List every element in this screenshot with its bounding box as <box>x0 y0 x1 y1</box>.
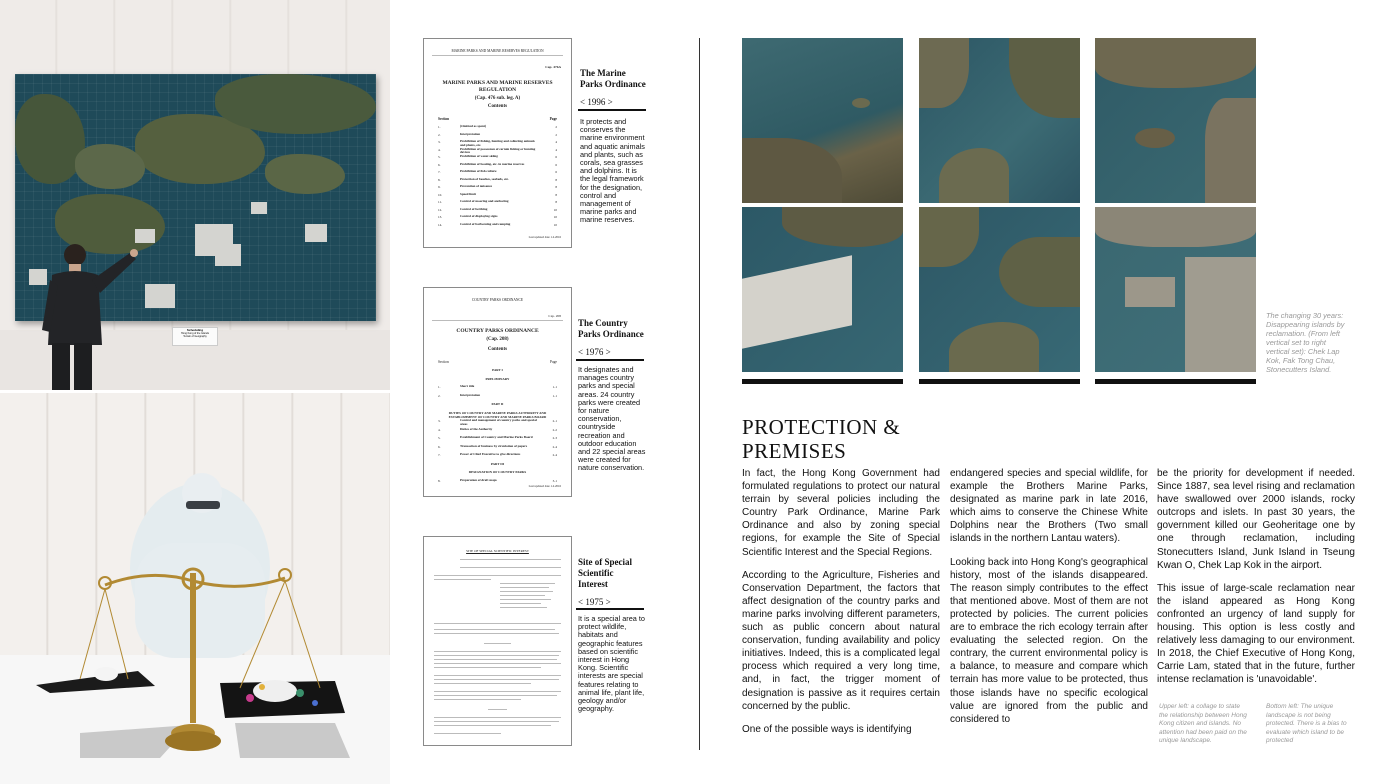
toc-number: 2. <box>438 393 441 398</box>
article-column-1 <box>742 467 940 746</box>
sssi-doc <box>423 536 572 746</box>
collage-caption-left: Upper left: a collage to state the relationship between Hong Kong citizen and islands. No attention had been paid on the unique landscape. <box>1159 703 1247 744</box>
toc-page: 8 <box>555 200 557 204</box>
toc-entry: Transaction of business by circulation of papers <box>460 443 528 448</box>
toc-entry: Prohibition of fish culture <box>460 169 497 173</box>
toc-number: 4. <box>438 427 441 432</box>
marine-parks-regulation-doc <box>423 38 572 248</box>
doc-title: MARINE PARKS AND MARINE RESERVES <box>442 80 553 86</box>
toc-entry: Establishment of Country and Marine Parks Board <box>460 435 533 439</box>
doc-subtitle: (Cap. 208) <box>486 337 509 342</box>
col-page-label: Page <box>549 117 557 121</box>
doc-side-title: The Country Parks Ordinance <box>578 318 644 339</box>
toc-entry: PART II <box>491 402 504 406</box>
toc-page: 1-1 <box>552 385 557 389</box>
toc-page: 8 <box>555 192 557 197</box>
toc-entry: Prohibition of water-skiing <box>460 154 498 158</box>
toc-entry: DESIGNATION OF COUNTRY PARKS <box>468 470 527 474</box>
scientist-with-balance <box>0 393 390 784</box>
doc-side-year: < 1975 > <box>578 597 611 607</box>
article-title-line: PROTECTION & <box>742 415 901 439</box>
paragraph: endangered species and special wildlife, for example the Brothers Marine Parks, designated as marine park in late 2016, which aims to conserve the Chinese White Dolphins near the Brothers (Two small islands in the northern Lantau waters). <box>950 468 1148 545</box>
doc-side-year: < 1996 > <box>580 97 613 107</box>
toc-entry: Control and management of country parks and special areas <box>460 418 537 426</box>
doc-page-ref: Cap. 208 <box>548 314 561 318</box>
doc-side-title: The Marine Parks Ordinance <box>580 68 646 89</box>
page-divider <box>699 38 700 750</box>
toc-number: 1. <box>438 125 441 129</box>
paragraph: According to the Agriculture, Fisheries and Conservation Department, the factors that affect designation of the country parks and marine parks involving different parameters, such as public concern about natural conservation, funding availability and policy initiatives. Indeed, this is a complicated legal process which required a very long time, and, in fact, the trigger moment of designation is passive as it requires certain concerned by the public. <box>742 569 940 712</box>
doc-header: COUNTRY PARKS ORDINANCE <box>471 298 524 302</box>
doc-side-body: It is a special area to protect wildlife, habitats and geographic features based on scientific interest in Hong Kong. Scientific interests are special features relating to animal life, plant life, geology and/or geography. <box>578 614 645 714</box>
toc-page: 2-4 <box>552 444 557 449</box>
toc-number: 7. <box>438 170 441 174</box>
collage-caption-right: Bottom left: The unique landscape is not being protected. There is a bias to evaluate which island to be protected <box>1266 703 1347 744</box>
toc-number: 6. <box>438 444 441 449</box>
toc-entry: PART I <box>492 368 503 372</box>
timeline-bar <box>1095 379 1256 384</box>
toc-entry: Prevention of nuisance <box>460 184 492 188</box>
toc-page: 2-2 <box>552 427 557 432</box>
toc-number: 7. <box>438 453 441 457</box>
toc-number: 8. <box>438 177 441 182</box>
toc-page: 10 <box>553 207 557 212</box>
toc-page: 10 <box>553 215 557 219</box>
toc-entry: Speed limit <box>460 191 476 196</box>
doc-side-rule <box>578 109 646 111</box>
doc-side-title: Site of Special Scientific Interest <box>578 557 632 589</box>
toc-page: 6 <box>555 170 557 174</box>
toc-page: 4 <box>555 140 557 144</box>
doc-subtitle: (Cap. 476 sub. leg. A) <box>474 96 521 101</box>
toc-number: 8. <box>438 478 441 483</box>
toc-number: 5. <box>438 155 441 159</box>
article-title <box>742 415 900 463</box>
toc-number: 2. <box>438 132 441 137</box>
doc-side-rule <box>576 608 644 610</box>
article-column-2 <box>950 467 1148 736</box>
toc-page: 2-1 <box>552 419 557 423</box>
toc-entry: Interpretation <box>460 392 481 397</box>
toc-entry: Prohibition of fishing, hunting and collecting animals and plants, etc. <box>460 139 535 147</box>
toc-entry: PRELIMINARY <box>485 376 510 381</box>
toc-page: 8 <box>555 185 557 189</box>
toc-number: 3. <box>438 419 441 423</box>
doc-header: SITE OF SPECIAL SCIENTIFIC INTEREST <box>466 549 529 553</box>
toc-page: 3-1 <box>552 478 557 483</box>
doc-side-rule <box>576 359 644 361</box>
toc-number: 9. <box>438 185 441 189</box>
country-parks-ordinance-doc <box>423 287 572 497</box>
satellite-chek-lap-kok-after <box>742 207 903 372</box>
toc-page: 4 <box>555 147 557 152</box>
doc-page-ref: Cap. 476A <box>545 65 561 69</box>
toc-entry: Control of berthing <box>460 206 488 211</box>
toc-entry: Protection of beaches, seabeds, etc. <box>460 176 509 181</box>
timeline-bar <box>919 379 1080 384</box>
satellite-fak-tong-chau-after <box>919 207 1080 372</box>
toc-entry: Preparation of draft maps <box>460 477 497 482</box>
satellite-stonecutters-before <box>1095 38 1256 203</box>
toc-page: 10 <box>553 222 557 227</box>
toc-entry: Control of mooring and anchoring <box>460 199 509 203</box>
toc-entry: (Omitted as spent) <box>460 124 487 128</box>
toc-number: 3. <box>438 140 441 144</box>
timeline-bar <box>742 379 903 384</box>
toc-page: 2 <box>555 125 557 129</box>
toc-entry: Interpretation <box>460 131 481 136</box>
doc-footer: Last updated date 1.2.2016 <box>528 484 561 488</box>
toc-entry: PART III <box>490 461 505 466</box>
col-page-label: Page <box>550 360 557 364</box>
doc-side-body: It protects and conserves the marine environment and aquatic animals and plants, such as corals, sea grasses and dolphins. It is the legal framework for the designation, control and management of marine parks and marine reserves. <box>580 117 645 225</box>
toc-entry: Control of displaying signs <box>460 214 498 218</box>
col-section-label: Section <box>438 117 450 121</box>
toc-number: 13. <box>438 215 443 219</box>
doc-footer: Last updated date 1.2.2016 <box>528 235 561 239</box>
satellite-fak-tong-chau-before <box>919 38 1080 203</box>
toc-page: 6 <box>555 155 557 159</box>
paragraph: Looking back into Hong Kong's geographical history, most of the islands disappeared. The reason simply contributes to the effect that mentioned above. Most of them are not protected by policies. The current policies are to embrace the rich ecology terrain after evaluating the selected region. On the contrary, the current environmental policy is a balance, to measure and compare which terrain has more value to be protected, thus those islands have no specific ecological value are ignored from the public and considered to <box>950 556 1148 725</box>
toc-number: 1. <box>438 385 441 389</box>
toc-page: 8 <box>555 177 557 182</box>
toc-number: 14. <box>438 222 443 227</box>
doc-side-year: < 1976 > <box>578 347 611 357</box>
article-title-line: PREMISES <box>742 439 847 463</box>
plaque-line: Hong Kong of the Islands <box>180 332 210 335</box>
map-plaque <box>172 327 218 346</box>
toc-number: 4. <box>438 147 441 152</box>
doc-contents-label: Contents <box>487 104 508 109</box>
article-column-3 <box>1157 467 1355 697</box>
doc-contents-label: Contents <box>487 347 508 352</box>
collage-scale-photo <box>0 393 390 784</box>
plaque-line: Scheduling <box>186 328 204 332</box>
toc-entry: Prohibition of boating, etc. in marine reserves <box>460 161 525 166</box>
satellite-stonecutters-after <box>1095 207 1256 372</box>
toc-number: 6. <box>438 162 441 167</box>
paragraph: One of the possible ways is identifying <box>742 723 912 735</box>
toc-entry: Power of Chief Executive to give directions <box>460 452 521 456</box>
toc-number: 5. <box>438 436 441 440</box>
toc-page: 2 <box>555 132 557 137</box>
toc-entry: Control of barbecuing and camping <box>460 221 511 226</box>
doc-header: MARINE PARKS AND MARINE RESERVES REGULATION <box>451 49 544 53</box>
collage-map-photo <box>0 0 390 390</box>
toc-entry: Prohibition of possession of certain fishing or hunting devices <box>460 146 536 155</box>
plaque-line: Terrain of Geography <box>183 335 207 338</box>
toc-number: 11. <box>438 200 442 204</box>
man-in-suit <box>30 235 150 390</box>
toc-page: 2-3 <box>552 436 557 440</box>
paragraph: This issue of large-scale reclamation near the island appeared as Hong Kong confronted an urgency of land supply for housing. This option is less costly and relatively less damaging to our environment. In 2018, the Chief Executive of Hong Kong, Carrie Lam, stated that in the future, further intense reclamation is 'unavoidable'. <box>1157 582 1355 686</box>
paragraph: be the priority for development if needed. Since 1887, sea level rising and reclamation have swallowed over 2000 islands, rocky outcrops and islets. In past 30 years, the government killed our Geoheritage one by one through reclamation, including Stonecutters Island, Junk Island in Tseung Kwan O, Chek Lap Kok in the airport. <box>1157 468 1355 571</box>
toc-entry: Short title <box>460 384 475 388</box>
doc-title: REGULATION <box>478 87 517 93</box>
toc-entry: Duties of the Authority <box>460 426 493 431</box>
paragraph: In fact, the Hong Kong Government had formulated regulations to protect our natural terrain by several policies including the Country Park Ordinance, Marine Park Ordinance and also by zoning special regions, for example the Site of Special Scientific Interest and the Special Regions. <box>742 468 940 558</box>
doc-title: COUNTRY PARKS ORDINANCE <box>456 328 539 334</box>
toc-number: 12. <box>438 207 443 212</box>
doc-side-body: It designates and manages country parks and special areas. 24 country parks were created for nature conservation, countryside recreation and outdoor education and 22 special areas were created for nature conservation. <box>578 365 646 473</box>
satellite-caption: The changing 30 years: Disappearing islands by reclamation. (From left vertical set to right vertical set): Chek Lap Kok, Fak Tong Chau, Stonecutters Island. <box>1266 311 1345 374</box>
toc-entry: DUTIES OF COUNTRY AND MARINE PARKS AUTHORITY AND ESTABLISHMENT OF COUNTRY AND MARINE PARKS BOARD <box>448 410 547 419</box>
satellite-chek-lap-kok-before <box>742 38 903 203</box>
toc-page: 1-1 <box>552 393 557 398</box>
toc-page: 6 <box>555 162 557 167</box>
col-section-label: Section <box>438 360 449 364</box>
toc-number: 10. <box>438 192 443 197</box>
toc-page: 2-4 <box>552 453 557 457</box>
